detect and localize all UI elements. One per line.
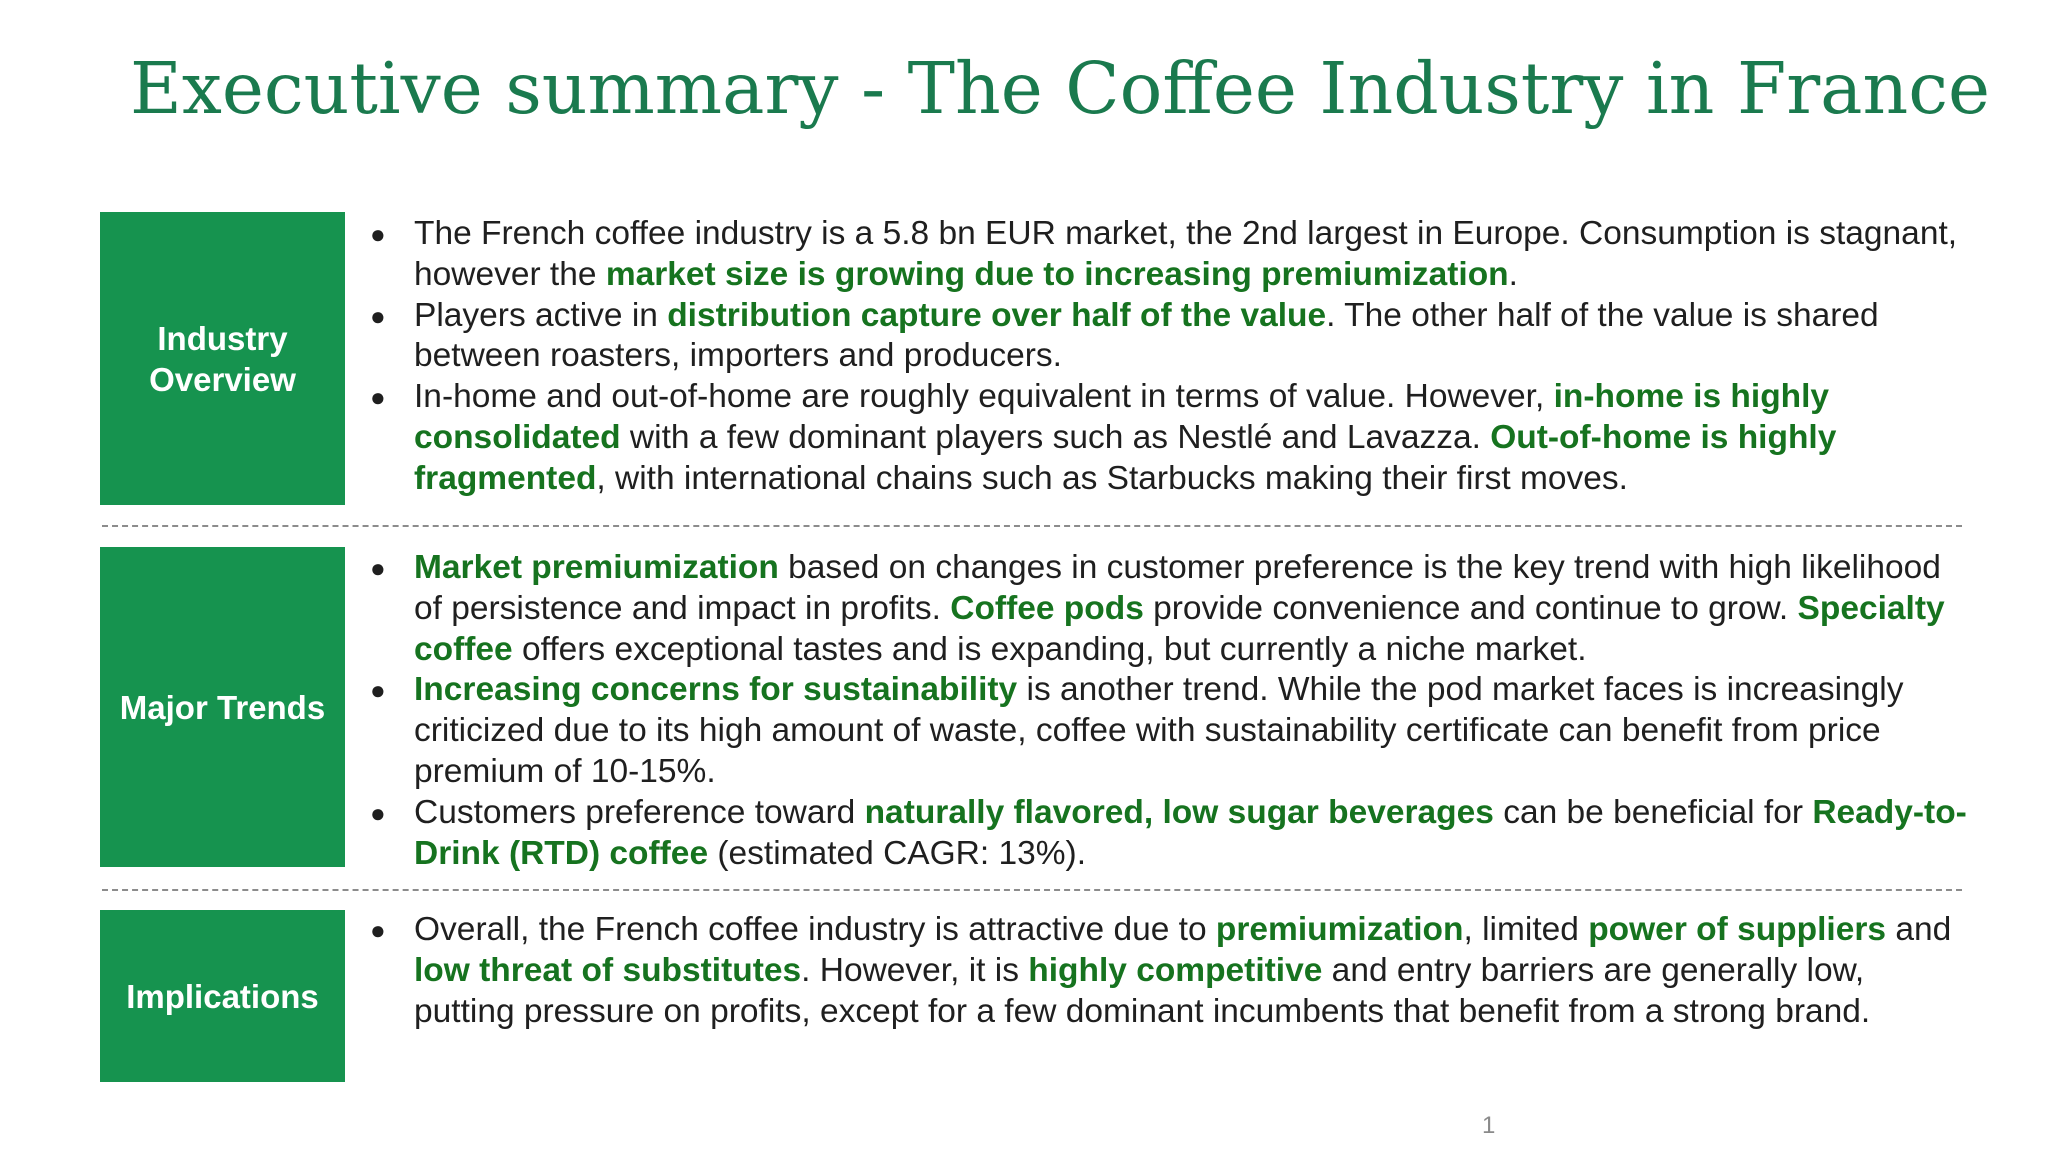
- body-text: can be beneficial for: [1493, 793, 1813, 831]
- body-text: and entry barriers are generally low, putting pressure on profits, except for a few dominant incumbents that benefit from a strong brand.: [414, 951, 1871, 1030]
- bullet-list-major-trends: [370, 548, 1970, 874]
- highlight-text: Increasing concerns for sustainability: [414, 671, 1018, 709]
- bullet-item: [370, 793, 1970, 875]
- body-text: Overall, the French coffee industry is attractive due to: [414, 911, 1216, 948]
- body-text: and: [1886, 911, 1952, 948]
- section-divider: [102, 525, 1962, 527]
- section-label-text: Industry Overview: [149, 319, 296, 398]
- slide-title: Executive summary - The Coffee Industry in France: [130, 47, 1991, 130]
- body-text: based on changes in customer preference is the key trend with high likelihood of persistence and impact in profits.: [414, 549, 1941, 627]
- highlight-text: power of suppliers: [1588, 911, 1887, 948]
- section-label-text: Major Trends: [119, 688, 326, 726]
- page-number: 1: [1482, 1112, 1496, 1139]
- bullet-item: [370, 214, 1970, 296]
- highlight-text: premiumization: [1215, 911, 1464, 948]
- body-text: (estimated CAGR: 13%).: [708, 834, 1086, 872]
- bullet-item: [370, 296, 1970, 378]
- highlight-text: highly competitive: [1028, 951, 1323, 989]
- section-label-text: Implications: [126, 977, 319, 1015]
- highlight-text: Out-of-home is highly fragmented: [414, 418, 1837, 497]
- highlight-text: Ready-to-Drink (RTD) coffee: [414, 793, 1967, 872]
- bullet-item: [370, 377, 1970, 499]
- body-text: .: [1508, 255, 1518, 293]
- highlight-text: Specialty coffee: [414, 589, 1945, 668]
- highlight-text: low threat of substitutes: [414, 951, 802, 989]
- section-label-industry-overview: [100, 212, 345, 505]
- body-text: with a few dominant players such as Nestlé and Lavazza.: [620, 418, 1491, 456]
- highlight-text: market size is growing due to increasing premiumization: [605, 255, 1509, 293]
- bullet-list-implications: [370, 910, 1970, 1032]
- highlight-text: Coffee pods: [950, 589, 1144, 627]
- highlight-text: naturally flavored, low sugar beverages: [864, 793, 1494, 831]
- bullet-item: [370, 548, 1970, 670]
- bullet-list-industry-overview: [370, 214, 1970, 500]
- highlight-text: distribution capture over half of the value: [667, 296, 1327, 334]
- body-text: Players active in: [414, 296, 668, 334]
- highlight-text: in-home is highly consolidated: [414, 378, 1830, 456]
- body-text: provide convenience and continue to grow.: [1143, 589, 1798, 627]
- bullet-item: [370, 670, 1970, 792]
- body-text: , with international chains such as Starbucks making their first moves.: [596, 459, 1628, 497]
- body-text: . However, it is: [801, 951, 1029, 989]
- section-divider: [102, 889, 1962, 891]
- body-text: offers exceptional tastes and is expanding, but currently a niche market.: [512, 630, 1587, 668]
- body-text: In-home and out-of-home are roughly equivalent in terms of value. However,: [414, 378, 1554, 416]
- section-label-major-trends: [100, 547, 345, 867]
- body-text: , limited: [1463, 911, 1589, 948]
- body-text: The French coffee industry is a 5.8 bn EUR market, the 2nd largest in Europe. Consumption is stagnant, however the: [414, 215, 1958, 293]
- bullet-item: [370, 910, 1970, 1032]
- body-text: is another trend. While the pod market faces is increasingly criticized due to its high amount of waste, coffee with sustainability certificate can benefit from price premium of 10-15%.: [414, 671, 1904, 790]
- body-text: . The other half of the value is shared between roasters, importers and producers.: [414, 296, 1879, 375]
- section-label-implications: [100, 910, 345, 1082]
- highlight-text: Market premiumization: [414, 549, 779, 586]
- body-text: Customers preference toward: [414, 793, 865, 831]
